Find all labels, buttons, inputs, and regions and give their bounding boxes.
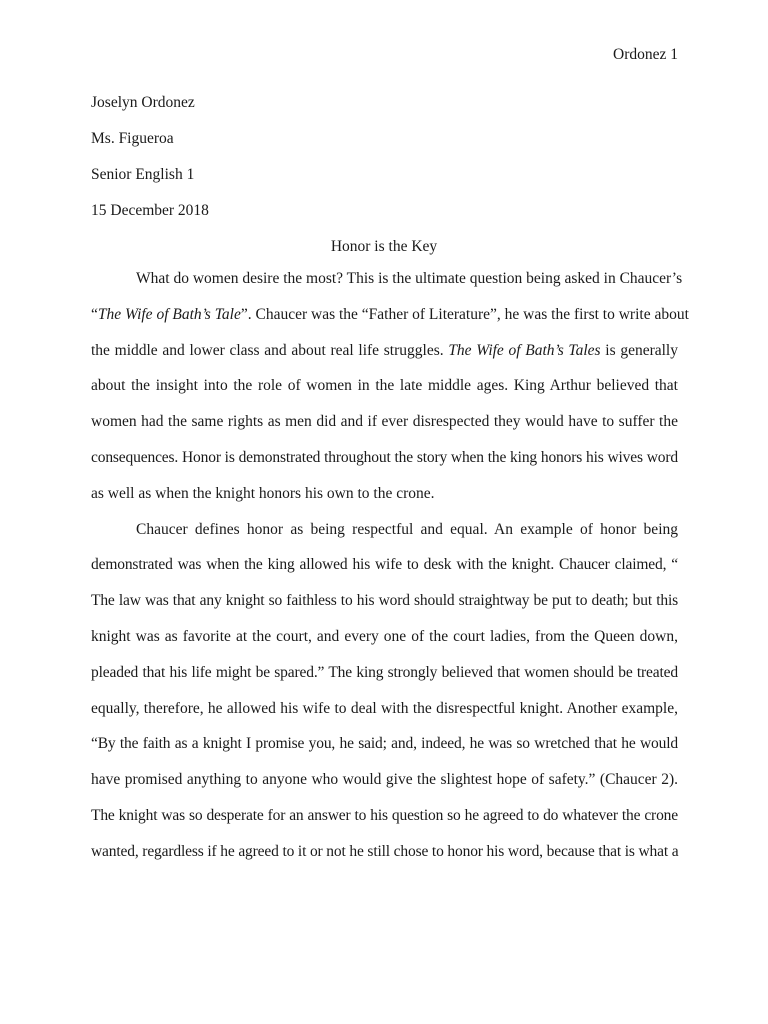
paragraph-2-line-6: equally, therefore, he allowed his wife to deal with the disrespectful knight. Another example,	[91, 699, 678, 717]
paragraph-2-line-10: wanted, regardless if he agreed to it or not he still chose to honor his word, because that is what a	[91, 842, 679, 860]
paragraph-1-line-5: women had the same rights as men did and if ever disrespected they would have to suffer the	[91, 413, 678, 431]
paragraph-2-line-2: demonstrated was when the king allowed his wife to desk with the knight. Chaucer claimed, “	[91, 556, 678, 574]
paragraph-2-line-4: knight was as favorite at the court, and every one of the court ladies, from the Queen down,	[91, 627, 678, 645]
paragraph-2-line-7: “By the faith as a knight I promise you, he said; and, indeed, he was so wretched that he would	[91, 735, 678, 753]
paragraph-1-line-3	[91, 340, 678, 376]
line-text: ”. Chaucer was the “Father of Literature”, he was the first to write about	[240, 305, 689, 323]
work-title: The Wife of Bath’s Tale	[97, 305, 241, 323]
paragraph-2-line-1: Chaucer defines honor as being respectful and equal. An example of honor being	[136, 520, 678, 538]
paragraph-1-line-7: as well as when the knight honors his own to the crone.	[91, 484, 435, 502]
instructor-name: Ms. Figueroa	[91, 130, 174, 147]
paragraph-2-line-9: The knight was so desperate for an answer to his question so he agreed to do whatever the crone	[91, 806, 678, 824]
paragraph-1-line-1: What do women desire the most? This is the ultimate question being asked in Chaucer’s	[136, 270, 683, 287]
line-text: is generally	[600, 341, 678, 359]
work-title: The Wife of Bath’s Tales	[448, 341, 601, 359]
paragraph-2-line-8: have promised anything to anyone who would give the slightest hope of safety.” (Chaucer 2).	[91, 771, 678, 789]
paragraph-1-line-4: about the insight into the role of women in the late middle ages. King Arthur believed that	[91, 377, 678, 395]
essay-title: Honor is the Key	[330, 238, 438, 255]
author-name: Joselyn Ordonez	[91, 94, 195, 111]
line-text: the middle and lower class and about real life struggles.	[91, 341, 449, 359]
paragraph-2-line-5: pleaded that his life might be spared.” The king strongly believed that women should be treated	[91, 663, 678, 681]
paragraph-2-line-3: The law was that any knight so faithless to his word should straightway be put to death; but this	[91, 592, 678, 610]
date: 15 December 2018	[91, 202, 209, 219]
paragraph-1-line-6: consequences. Honor is demonstrated throughout the story when the king honors his wives word	[91, 448, 678, 466]
running-head: Ordonez 1	[613, 46, 678, 63]
paragraph-1-line-2	[91, 304, 689, 340]
quote-open: “	[91, 305, 98, 323]
mla-heading	[91, 92, 678, 236]
course-name: Senior English 1	[91, 166, 195, 183]
essay-body	[91, 268, 689, 877]
